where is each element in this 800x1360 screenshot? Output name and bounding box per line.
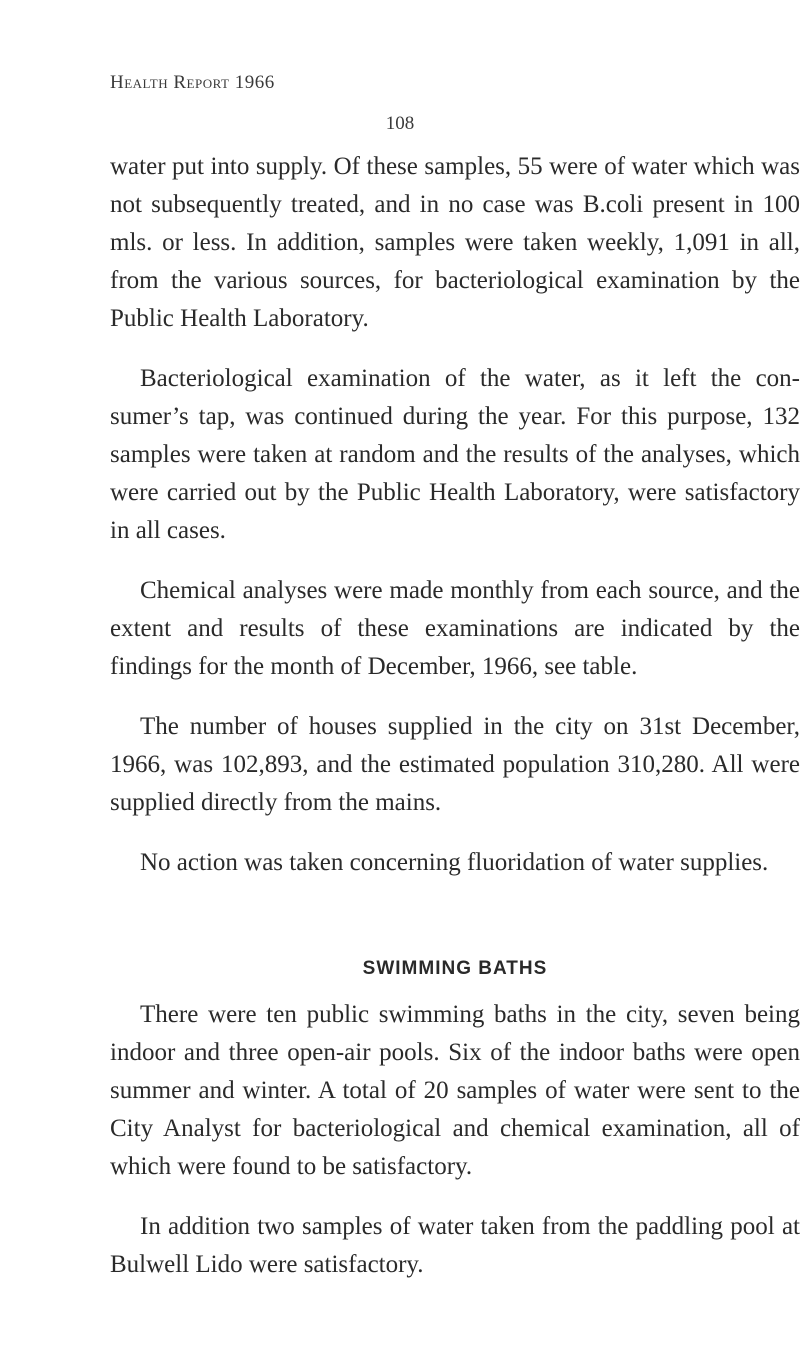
paragraph-chemical-analyses: Chemical analyses were made monthly from each source, and the extent and results of these examinations are indicated by the findings for the month of December, 1966, see table. [110,577,800,680]
paragraph-fluoridation: No action was taken concerning fluoridation of water supplies. [140,849,769,876]
paragraph-paddling-pool: In addition two samples of water taken from the paddling pool at Bulwell Lido were satisfactory. [110,1213,800,1278]
body-text [110,148,800,1284]
page-number: 108 [385,113,415,134]
running-header: Health Report 1966 [110,72,275,93]
section-heading-swimming-baths: SWIMMING BATHS [362,958,548,979]
paragraph-swimming-baths: There were ten public swimming baths in the city, seven being indoor and three open-air pools. Six of the indoor baths were open summer and winter. A total of 20 samples of water were sent to the City Analyst for bacteriological and chemical examination, all of which were found to be satisfactory. [110,1001,800,1180]
paragraph-houses-supplied: The number of houses supplied in the city on 31st December, 1966, was 102,893, and the estimated population 310,280. All were supplied directly from the mains. [110,713,800,816]
paragraph-consumer-tap: Bacteriological examination of the water, as it left the con- sumer’s tap, was continued during the year. For this purpose, 132 samples were taken at random and the results of the analyses, which were carried out by the Public Health Laboratory, were satisfactory in all cases. [110,365,800,544]
paragraph-water-samples: water put into supply. Of these samples, 55 were of water which was not subsequently treated, and in no case was B.coli present in 100 mls. or less. In addition, samples were taken weekly, 1,091 in all, from the various sources, for bacteriological examination by the Public Health Laboratory. [110,153,800,332]
